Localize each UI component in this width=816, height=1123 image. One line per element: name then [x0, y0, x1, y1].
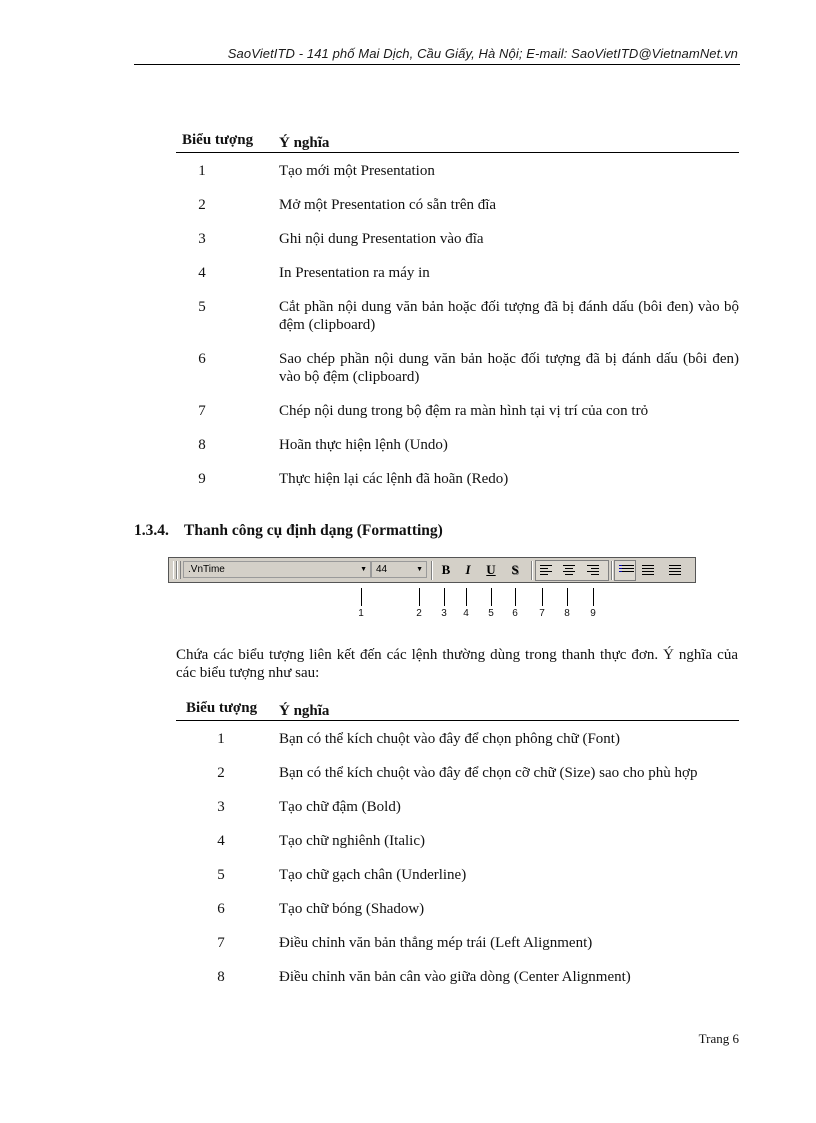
table-row — [176, 968, 739, 986]
table-row — [176, 230, 739, 248]
callout-label: 3 — [441, 608, 447, 619]
callout-line — [542, 588, 543, 606]
increase-spacing-icon — [642, 565, 654, 577]
align-center-icon — [563, 565, 575, 577]
row-text: Thực hiện lại các lệnh đã hoãn (Redo) — [279, 471, 509, 487]
row-number: 1 — [217, 731, 225, 747]
callout-line — [567, 588, 568, 606]
bullets-button[interactable] — [616, 562, 634, 578]
row-text: Chép nội dung trong bộ đệm ra màn hình tại vị trí của con trỏ — [279, 403, 649, 419]
callout-label: 1 — [358, 608, 364, 619]
formatting-toolbar-image — [168, 557, 696, 583]
table-row — [176, 162, 739, 180]
table-row — [176, 798, 739, 816]
section-heading — [134, 522, 443, 540]
increase-spacing-button[interactable] — [639, 562, 657, 578]
table-row — [176, 764, 739, 782]
row-text: Cắt phần nội dung văn bản hoặc đối tượng đã bị đánh dấu (bôi đen) vào bộ đệm (clipboard) — [279, 299, 739, 333]
row-number: 2 — [198, 197, 206, 213]
row-number: 7 — [198, 403, 206, 419]
row-text: Tạo chữ nghiênh (Italic) — [279, 833, 425, 849]
align-center-button[interactable] — [560, 562, 578, 578]
row-text: Tạo chữ gạch chân (Underline) — [279, 867, 467, 883]
row-number: 3 — [198, 231, 206, 247]
font-name-combo[interactable] — [183, 561, 371, 578]
table-row — [176, 934, 739, 952]
row-number: 3 — [217, 799, 225, 815]
row-number: 6 — [217, 901, 225, 917]
callout-line — [361, 588, 362, 606]
row-text: Tạo mới một Presentation — [279, 163, 435, 179]
row-text: Ghi nội dung Presentation vào đĩa — [279, 231, 484, 247]
callout-label: 8 — [564, 608, 570, 619]
callout-4 — [456, 588, 476, 619]
header-rule — [134, 64, 740, 65]
table-header — [176, 698, 739, 721]
row-text: In Presentation ra máy in — [279, 265, 430, 281]
row-number: 8 — [217, 969, 225, 985]
decrease-spacing-icon — [669, 565, 681, 577]
toolbar-standard-table — [176, 130, 739, 488]
callout-8 — [557, 588, 577, 619]
callout-9 — [583, 588, 603, 619]
callout-6 — [505, 588, 525, 619]
row-text: Hoãn thực hiện lệnh (Undo) — [279, 437, 448, 453]
column-header-meaning: Ý nghĩa — [279, 135, 330, 151]
table-row — [176, 436, 739, 454]
row-text: Điều chỉnh văn bản cân vào giữa dòng (Center Alignment) — [279, 969, 631, 985]
callout-2 — [409, 588, 429, 619]
align-left-icon — [540, 565, 552, 577]
underline-button[interactable]: U — [486, 562, 496, 577]
bullet-list-icon — [619, 565, 631, 574]
page-number: Trang 6 — [698, 1031, 739, 1046]
toolbar-separator — [531, 561, 533, 580]
table-header — [176, 130, 739, 153]
callout-1 — [351, 588, 371, 619]
callout-label: 2 — [416, 608, 422, 619]
column-header-icon: Biểu tượng — [186, 700, 258, 716]
callout-label: 4 — [463, 608, 469, 619]
row-number: 5 — [217, 867, 225, 883]
table-row — [176, 196, 739, 214]
font-size-value: 44 — [376, 564, 388, 575]
toolbar-separator — [431, 561, 433, 580]
row-text: Sao chép phần nội dung văn bản hoặc đối tượng đã bị đánh dấu (bôi đen) vào bộ đệm (clipboard) — [279, 351, 739, 385]
row-number: 5 — [198, 299, 206, 315]
column-header-meaning: Ý nghĩa — [279, 703, 330, 719]
row-text: Tạo chữ đậm (Bold) — [279, 799, 401, 815]
table-row — [176, 298, 739, 334]
page-header: SaoVietITD - 141 phố Mai Dịch, Cầu Giấy, Hà Nội; E-mail: SaoVietITD@VietnamNet.vn — [227, 46, 738, 61]
row-number: 1 — [198, 163, 206, 179]
table-row — [176, 866, 739, 884]
row-number: 4 — [198, 265, 206, 281]
callout-5 — [481, 588, 501, 619]
row-text: Tạo chữ bóng (Shadow) — [279, 901, 425, 917]
callout-line — [466, 588, 467, 606]
row-number: 4 — [217, 833, 225, 849]
callout-label: 5 — [488, 608, 494, 619]
row-number: 2 — [217, 765, 225, 781]
callout-label: 6 — [512, 608, 518, 619]
row-number: 6 — [198, 351, 206, 367]
callout-label: 9 — [590, 608, 596, 619]
callout-line — [593, 588, 594, 606]
font-name-value: .VnTime — [188, 564, 225, 575]
table-row — [176, 832, 739, 850]
intro-paragraph: Chứa các biểu tượng liên kết đến các lệnh thường dùng trong thanh thực đơn. Ý nghĩa của các biểu tượng như sau: — [176, 647, 738, 681]
align-right-icon — [587, 565, 599, 577]
row-text: Điều chỉnh văn bản thẳng mép trái (Left Alignment) — [279, 935, 593, 951]
callout-label: 7 — [539, 608, 545, 619]
row-number: 8 — [198, 437, 206, 453]
decrease-spacing-button[interactable] — [666, 562, 684, 578]
shadow-button[interactable]: S — [511, 562, 519, 577]
toolbar-separator — [611, 561, 613, 580]
table-row — [176, 264, 739, 282]
callout-line — [419, 588, 420, 606]
column-header-icon: Biểu tượng — [182, 132, 254, 148]
align-left-button[interactable] — [537, 562, 555, 578]
row-number: 7 — [217, 935, 225, 951]
align-right-button[interactable] — [584, 562, 602, 578]
table-row — [176, 900, 739, 918]
row-text: Mở một Presentation có sẵn trên đĩa — [279, 197, 497, 213]
table-row — [176, 402, 739, 420]
callout-3 — [434, 588, 454, 619]
table-row — [176, 730, 739, 748]
table-row — [176, 350, 739, 386]
callout-line — [515, 588, 516, 606]
toolbar-grip — [177, 561, 181, 579]
chevron-down-icon: ▼ — [416, 566, 423, 573]
table-row — [176, 470, 739, 488]
callout-7 — [532, 588, 552, 619]
section-number: 1.3.4. — [134, 522, 169, 539]
bold-button[interactable]: B — [441, 562, 451, 577]
callout-line — [444, 588, 445, 606]
row-number: 9 — [198, 471, 206, 487]
row-text: Bạn có thể kích chuột vào đây để chọn cỡ chữ (Size) sao cho phù hợp — [279, 765, 698, 781]
chevron-down-icon: ▼ — [360, 566, 367, 573]
row-text: Bạn có thể kích chuột vào đây để chọn phông chữ (Font) — [279, 731, 620, 747]
toolbar-formatting-table — [176, 698, 739, 986]
section-title: Thanh công cụ định dạng (Formatting) — [184, 522, 443, 539]
italic-button[interactable]: I — [465, 562, 471, 577]
font-size-combo[interactable] — [371, 561, 427, 578]
callout-line — [491, 588, 492, 606]
